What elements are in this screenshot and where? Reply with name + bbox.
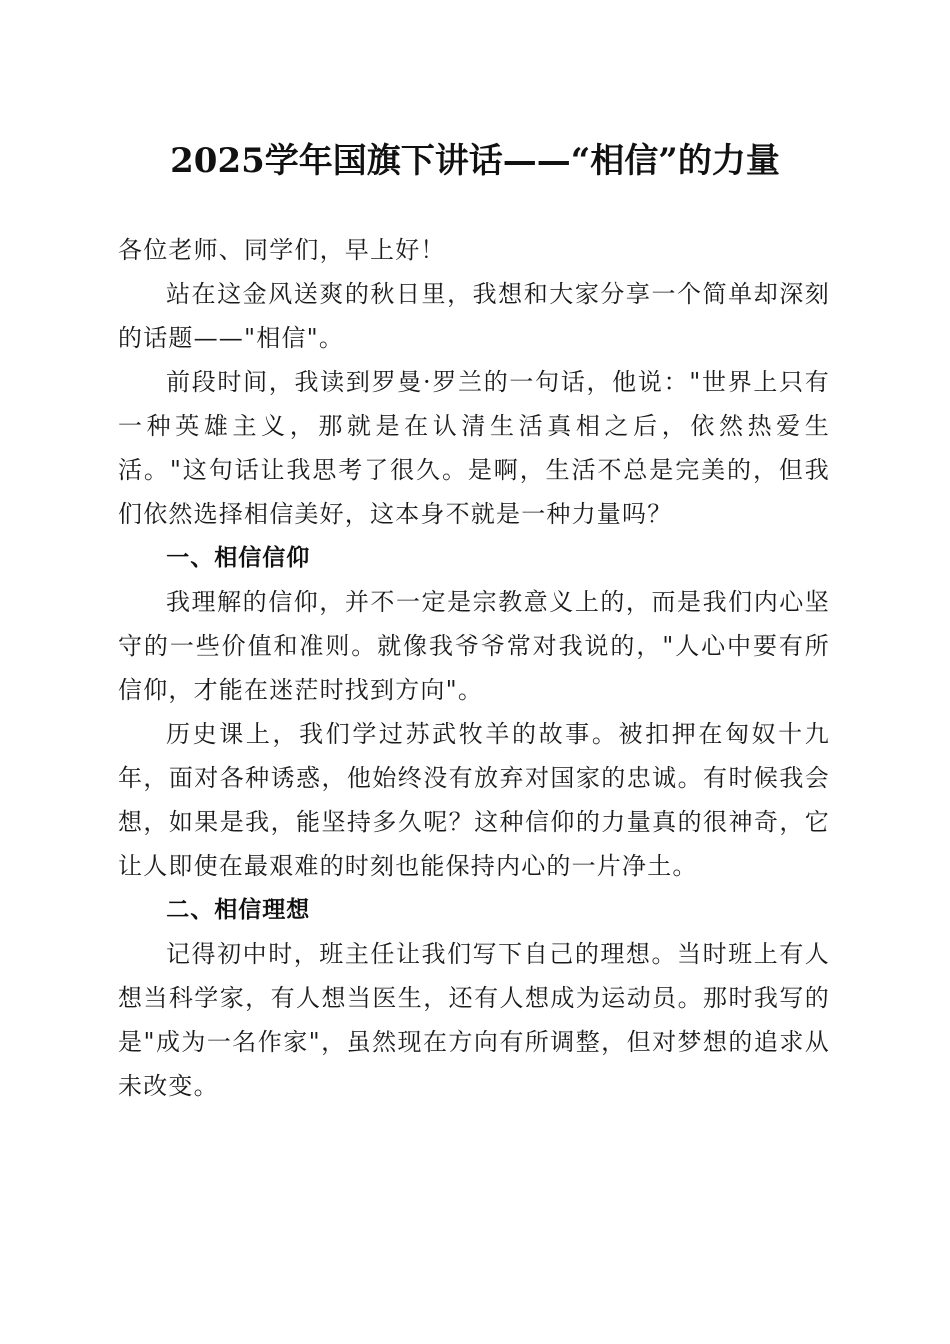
section-heading-ideal: 二、相信理想 bbox=[166, 897, 311, 923]
section-heading-belief: 一、相信信仰 bbox=[166, 545, 311, 571]
paragraph-intro: 站在这金风送爽的秋日里，我想和大家分享一个简单却深刻的话题——"相信"。 bbox=[118, 280, 830, 352]
paragraph-quote: 前段时间，我读到罗曼·罗兰的一句话，他说："世界上只有一种英雄主义，那就是在认清生活真相之后，依然热爱生活。"这句话让我思考了很久。是啊，生活不总是完美的，但我们依然选择相信美好，这本身不就是一种力量吗？ bbox=[118, 368, 830, 528]
greeting: 各位老师、同学们，早上好！ bbox=[118, 236, 446, 264]
paragraph-belief-2: 历史课上，我们学过苏武牧羊的故事。被扣押在匈奴十九年，面对各种诱惑，他始终没有放弃对国家的忠诚。有时候我会想，如果是我，能坚持多久呢？这种信仰的力量真的很神奇，它让人即使在最艰难的时刻也能保持内心的一片净土。 bbox=[118, 720, 830, 880]
document-title: 2025学年国旗下讲话——“相信”的力量 bbox=[170, 141, 780, 181]
document-body bbox=[118, 228, 830, 1108]
paragraph-ideal-1: 记得初中时，班主任让我们写下自己的理想。当时班上有人想当科学家，有人想当医生，还有人想成为运动员。那时我写的是"成为一名作家"，虽然现在方向有所调整，但对梦想的追求从未改变。 bbox=[118, 940, 830, 1100]
paragraph-belief-1: 我理解的信仰，并不一定是宗教意义上的，而是我们内心坚守的一些价值和准则。就像我爷爷常对我说的，"人心中要有所信仰，才能在迷茫时找到方向"。 bbox=[118, 588, 830, 704]
